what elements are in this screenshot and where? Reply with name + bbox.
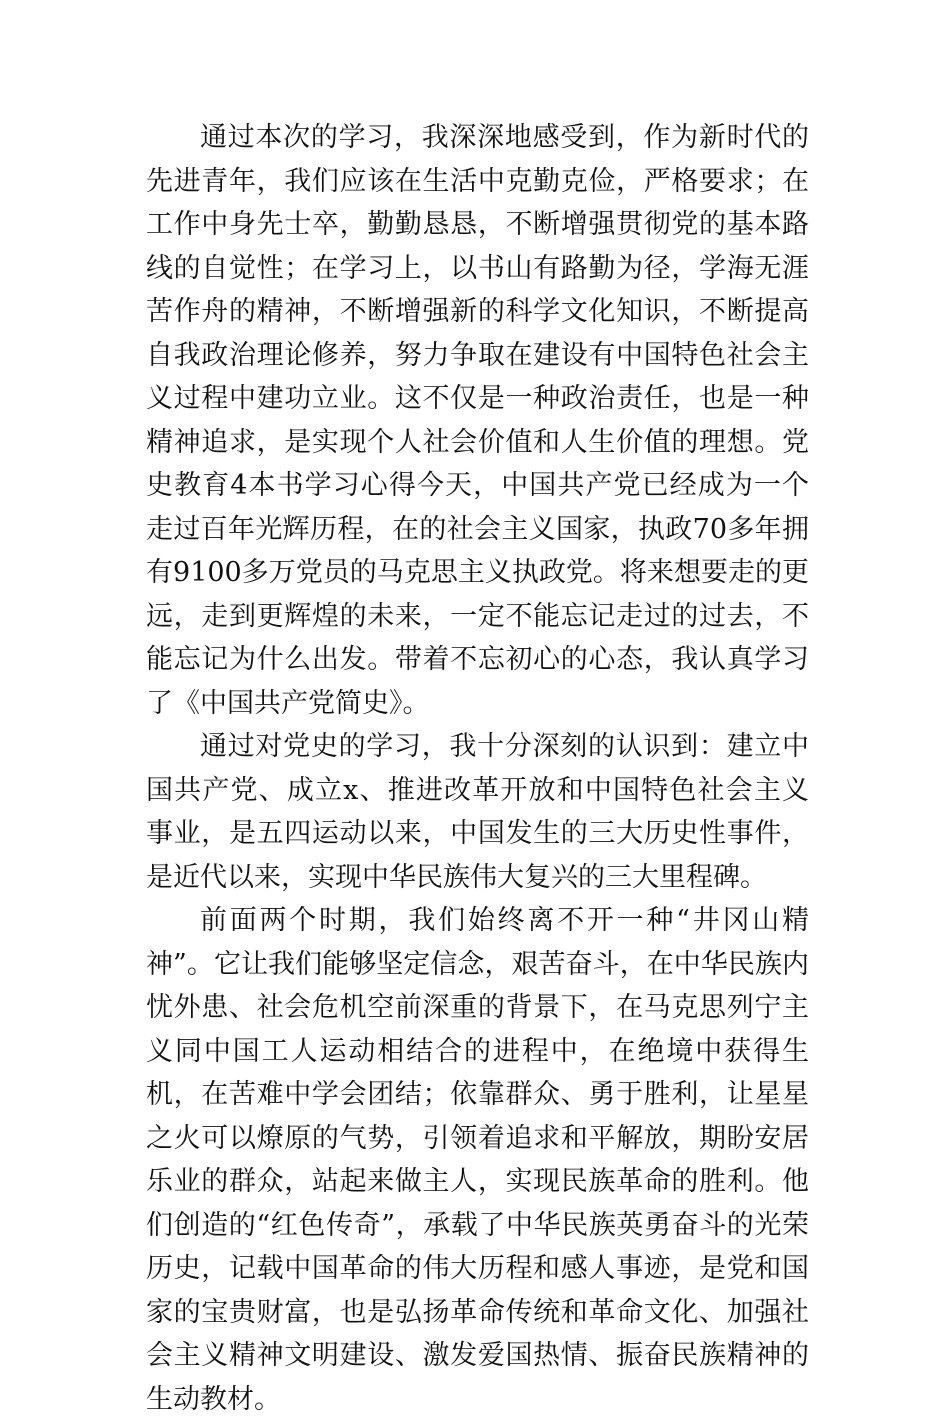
paragraph-3: 前面两个时期，我们始终离不开一种“井冈山精神”。它让我们能够坚定信念，艰苦奋斗，在中华民族内忧外患、社会危机空前深重的背景下，在马克思列宁主义同中国工人运动相结合的进程中，在绝境中获得生机，在苦难中学会团结；依靠群众、勇于胜利，让星星之火可以燎原的气势，引领着追求和平解放，期盼安居乐业的群众，站起来做主人，实现民族革命的胜利。他们创造的“红色传奇”，承载了中华民族英勇奋斗的光荣历史，记载中国革命的伟大历程和感人事迹，是党和国家的宝贵财富，也是弘扬革命传统和革命文化、加强社会主义精神文明建设、激发爱国热情、振奋民族精神的生动教材。: [146, 905, 809, 1415]
paragraph-1: 通过本次的学习，我深深地感受到，作为新时代的先进青年，我们应该在生活中克勤克俭，严格要求；在工作中身先士卒，勤勤恳恳，不断增强贯彻党的基本路线的自觉性；在学习上，以书山有路勤为径，学海无涯苦作舟的精神，不断增强新的科学文化知识，不断提高自我政治理论修养，努力争取在建设有中国特色社会主义过程中建功立业。这不仅是一种政治责任，也是一种精神追求，是实现个人社会价值和人生价值的理想。党史教育4本书学习心得今天，中国共产党已经成为一个走过百年光辉历程，在的社会主义国家，执政70多年拥有9100多万党员的马克思主义执政党。将来想要走的更远，走到更辉煌的未来，一定不能忘记走过的过去，不能忘记为什么出发。带着不忘初心的心态，我认真学习了《中国共产党简史》。: [146, 122, 809, 719]
paragraph-2: 通过对党史的学习，我十分深刻的认识到：建立中国共产党、成立x、推进改革开放和中国特色社会主义事业，是五四运动以来，中国发生的三大历史性事件，是近代以来，实现中华民族伟大复兴的三大里程碑。: [146, 731, 809, 893]
document-body: [146, 116, 809, 1421]
